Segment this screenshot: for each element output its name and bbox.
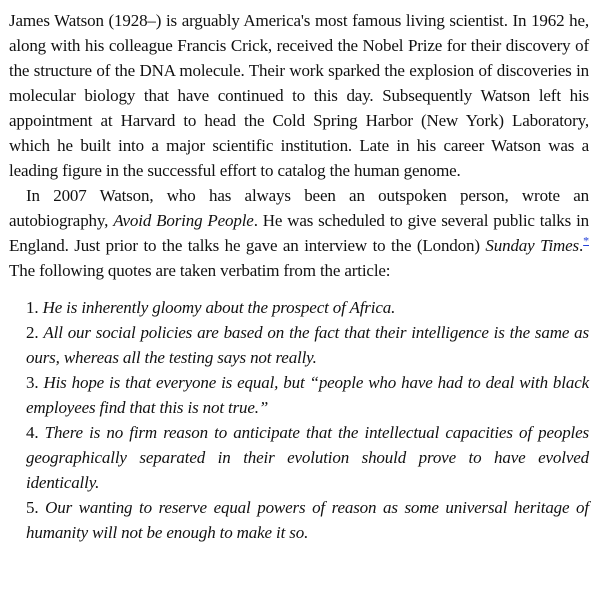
quote-item bbox=[26, 495, 589, 545]
context-text-2: . He was scheduled to give several public talks in England. Just prior to the talks he gave an interview to the (London) bbox=[9, 211, 589, 255]
quote-item bbox=[26, 370, 589, 420]
quote-number: 1. bbox=[26, 298, 39, 317]
quote-text: All our social policies are based on the fact that their intelligence is the same as ours, whereas all the testing says not really. bbox=[26, 323, 589, 367]
context-text-3: . bbox=[579, 236, 584, 255]
quote-text: There is no firm reason to anticipate that the intellectual capacities of peoples geographically separated in their evolution should prove to have evolved identically. bbox=[26, 423, 589, 492]
quote-text: He is inherently gloomy about the prospect of Africa. bbox=[42, 298, 396, 317]
quote-text: Our wanting to reserve equal powers of reason as some universal heritage of humanity will not be enough to make it so. bbox=[26, 498, 589, 542]
context-text-4: The following quotes are taken verbatim from the article: bbox=[9, 261, 391, 280]
context-paragraph bbox=[9, 183, 589, 283]
quote-item bbox=[26, 295, 589, 320]
quote-number: 2. bbox=[26, 323, 39, 342]
quote-number: 4. bbox=[26, 423, 39, 442]
quote-number: 5. bbox=[26, 498, 39, 517]
newspaper-title: Sunday Times bbox=[485, 236, 580, 255]
quote-item bbox=[26, 420, 589, 495]
quote-text: His hope is that everyone is equal, but “people who have had to deal with black employees find that this is not true.” bbox=[26, 373, 589, 417]
intro-paragraph: James Watson (1928–) is arguably America's most famous living scientist. In 1962 he, along with his colleague Francis Crick, received the Nobel Prize for their discovery of the structure of the DNA molecule. Their work sparked the explosion of discoveries in molecular biology that have continued to this day. Subsequently Watson left his appointment at Harvard to head the Cold Spring Harbor (New York) Laboratory, which he built into a major scientific institution. Late in his career Watson was a leading figure in the successful effort to catalog the human genome. bbox=[9, 11, 589, 180]
book-title: Avoid Boring People bbox=[113, 211, 254, 230]
quote-item bbox=[26, 320, 589, 370]
quotes-list bbox=[9, 295, 589, 545]
quote-number: 3. bbox=[26, 373, 39, 392]
context-text-1: In 2007 Watson, who has always been an outspoken person, wrote an autobiography, bbox=[9, 186, 589, 230]
footnote-link[interactable]: * bbox=[583, 233, 589, 248]
